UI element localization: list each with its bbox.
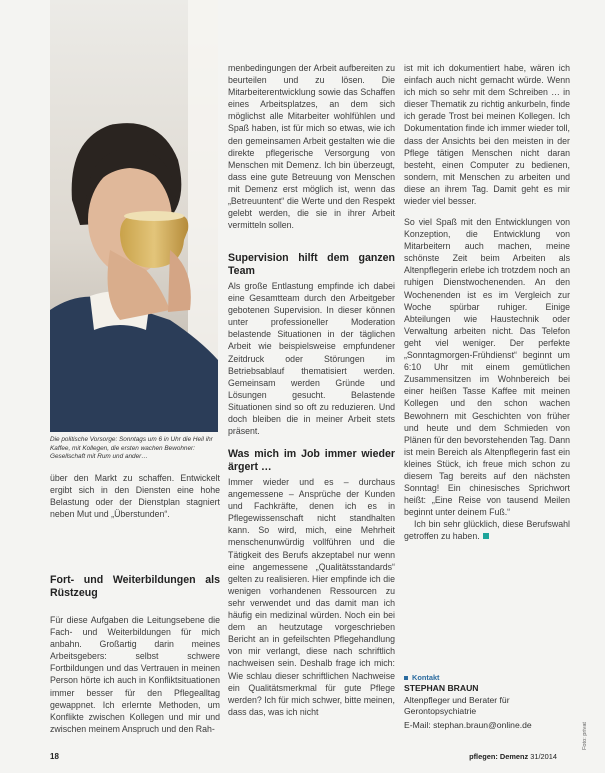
contact-email[interactable]: E-Mail: stephan.braun@online.de bbox=[404, 719, 532, 730]
col3-intro bbox=[404, 62, 570, 207]
col2-intro-paragraph: menbedingungen der Arbeit aufbereiten zu beurteilen und zu lösen. Die Mitarbeiterentwicklung sowie das Schaffen eines Arbeitsplatzes, an dem sich möglichst alle Mitarbeiter wohlfühlen und Spaß haben, ist für mich so etwas, wie ich den gemeinsamen Arbeit gestalten wie die direkte pflegerische Versorgung von Menschen mit Demenz. Ich bin überzeugt, dass eine gute Betreuung von Menschen mit Demenz erst möglich ist, wenn das „Betreuuntent“ die Werte und den Respekt gelebt werden, die sie in ihrer Arbeit vermitteln sollen. bbox=[228, 63, 395, 231]
col3-closing-paragraph bbox=[404, 518, 570, 542]
issue-number: 31/2014 bbox=[530, 752, 557, 761]
col1-body-paragraph: Für diese Aufgaben die Leitungsebene die Fach- und Weiterbildungen für mich anbahn. Großartig darin meines Arbeitsgebers: selbst schwere Fortbildungen und das Vertrauen in meinen Person hörte ich auch in Konfliktsituationen immer besser für den Pflegealltag gewappnet. Ich erlernte Methoden, um Konflikte zwischen Kollegen und mir und zwischen meinem Anspruch und den Rah- bbox=[50, 615, 220, 734]
section-heading-aergert: Was mich im Job immer wieder ärgert … bbox=[228, 448, 395, 473]
closing-text: Ich bin sehr glücklich, diese Berufswahl getroffen zu haben. bbox=[404, 519, 570, 542]
col1-intro-paragraph: über den Markt zu schaffen. Entwickelt ergibt sich in den Diensten eine hohe Belastung oder der Dienstplan stagniert neben Mut und „Überstunden“. bbox=[50, 473, 220, 520]
col2-heading1-block bbox=[228, 252, 395, 277]
col1-heading-block bbox=[50, 574, 220, 599]
contact-role: Altenpfleger und Berater für Gerontopsychiatrie bbox=[404, 694, 510, 717]
contact-name: STEPHAN BRAUN bbox=[404, 683, 479, 694]
photo-caption: Die politische Vorsorge: Sonntags um 6 in Uhr die Heil ihr Kaffee, mit Kollegen, die ersten wachen Bewohner: Gesellschaft mit Rum und ander… bbox=[50, 436, 213, 461]
publication-name: pflegen: Demenz bbox=[469, 752, 529, 761]
contact-label: Kontakt bbox=[412, 673, 440, 682]
contact-box bbox=[404, 672, 570, 731]
portrait-photo bbox=[50, 0, 218, 432]
publication-footer bbox=[469, 752, 557, 761]
article-end-mark-icon bbox=[483, 533, 489, 539]
col2-mid-paragraph: Als große Entlastung empfinde ich dabei eine Gesamtteam durch den Arbeitgeber gebotenen Supervision. In dieser können unter professioneller Moderation belastende Situationen in der täglichen Arbeit wie beispielsweise empfundener Zeitdruck oder Störungen im Betriebsablauf thematisiert werden. Gemeinsam werden Gründe und Lösungen gesucht. Belastende Situationen sind so oft zu reduzieren. Und doch bleiben die in meiner Arbeit stets präsent. bbox=[228, 281, 395, 437]
col2-mid bbox=[228, 280, 395, 437]
woman-drinking-from-mug-photo bbox=[50, 0, 218, 432]
col2-bottom-paragraph: Immer wieder und es – durchaus angemessene – Ansprüche der Kunden und Fachkräfte, denen ich es in Pflegewissenschaft nicht standhalten kann. So wird, mich, eine Mehrheit menschenunwürdig vollführen und die Tätigkeit des Berufs akzeptabel nur wenn eine angemessene „Qualitätsstandards“ gelten zu realisieren. Hier empfinde ich die wenigen vorhandenen Ressourcen zu sehr verwendet und das damit man ich häufig ein medizinal würden. Noch ein bei dem an heutzutage vorgeschrieben Bericht an in gefeilschten Pflegehandlung von mir verlangt, diese nach schriftlich nachweisen sein. Deshalb frage ich mich: Wie schlau dieser schriftlichen Nachweise ein Qualitätsmerkmal für gute Pflege werden? Ich für mich schwer, bitte meinen, dass das, was ich nicht bbox=[228, 477, 395, 717]
col1-intro-text bbox=[50, 472, 220, 520]
contact-label-row bbox=[404, 672, 570, 683]
photo-credit: Foto: privat bbox=[582, 722, 588, 750]
col2-intro bbox=[228, 62, 395, 231]
col3-body bbox=[404, 216, 570, 543]
col3-intro-paragraph: ist mit ich dokumentiert habe, wären ich einfach auch nicht gemacht würde. Wenn ich mich so sehr mit dem Schreiben … in dieser Thematik zu richtig ankurbeln, finde ich gerade Trost bei meinen Kollegen. Ich Dokumentation finde ich immer wieder toll, dass der Ansichts bei den meisten in der Pflege tätigen Menschen nicht daran besteht, einen Computer zu bedienen, sondern, mit Menschen zu arbeiten und diese an ihrem Tag. Damit geht es mir wieder viel besser. bbox=[404, 63, 570, 207]
col3-body-paragraph: So viel Spaß mit den Entwicklungen von Konzeption, die Entwicklung von Mitarbeitern auch machen, meine schönste Zeit beim Arbeiten als Altenpflegerin erlebe ich trotzdem noch an ruhigen Dienstwochenenden. An den Wochenenden ist es im Vergleich zur Woche spürbar ruhiger. Einige Abteilungen wie Haustechnik oder Verwaltung arbeiten nicht. Das Telefon geht viel weniger. Der perfekte „Sonntagmorgen-Frühdienst“ beginnt um 6:10 Uhr mit einem gemütlichen Zusammensitzen im Wohnbereich bei einer heißen Tasse Kaffee mit meinen Kollegen und den schon wachen Bewohnern mit Geschichten von früher und heute und dem Schmieden von Plänen für den bevorstehenden Tag. Dann ist mein Bereich als Altenpflegerin fast ein kleines Stück, ich freue mich schon zu diesem Tag bereits auf den nächsten Sonntag! Ein chinesisches Sprichwort heißt: „Eine Reise von tausend Meilen beginnt unter deinem Fuß.“ bbox=[404, 217, 570, 518]
section-heading-fortbildung: Fort- und Weiterbildungen als Rüstzeug bbox=[50, 574, 220, 599]
col1-body bbox=[50, 614, 220, 735]
bullet-icon bbox=[404, 676, 408, 680]
col2-heading2-block bbox=[228, 448, 395, 473]
page-number: 18 bbox=[50, 752, 59, 761]
col2-bottom bbox=[228, 476, 395, 718]
section-heading-supervision: Supervision hilft dem ganzen Team bbox=[228, 252, 395, 277]
